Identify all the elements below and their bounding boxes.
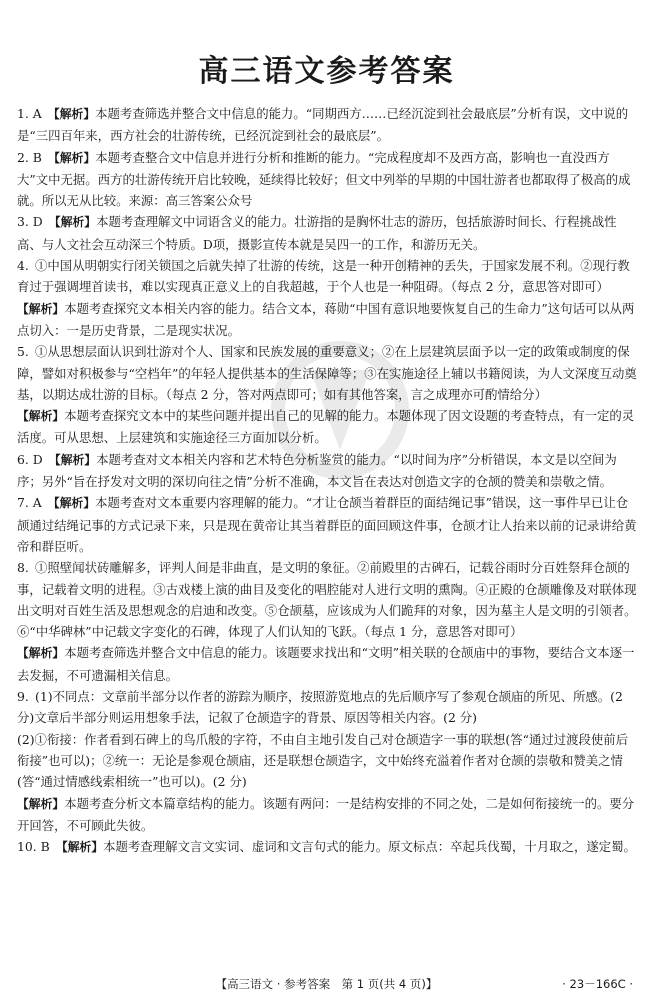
analysis-tag: 【解析】 <box>17 301 65 316</box>
answer-text: 本题考查分析文本篇章结构的能力。该题有两问：一是结构安排的不同之处，二是如何衔接统一的。要分开回答，不可顾此失彼。 <box>17 795 635 833</box>
question-number: 1. A <box>17 106 42 121</box>
analysis-tag: 【解析】 <box>47 107 96 121</box>
answer-text: (1)不同点：文章前半部分以作者的游踪为顺序，按照游览地点的先后顺序写了参观仓颉庙的所见、所感。(2 分)文章后半部分则运用想象手法，记叙了仓颉造字的背景、原因等相关内容。(2 分) <box>17 689 623 726</box>
answer-paragraph <box>17 255 639 298</box>
question-number: 4. <box>17 258 29 274</box>
answer-text: (2)①衔接：作者看到石碑上的鸟爪般的字符，不由自主地引发自己对仓颉造字一事的联想(答“通过过渡段使前后衔接”也可以)；②统一：无论是参观仓颉庙，还是联想仓颉造字，文中始终充溢着作者对仓颉的崇敬和赞美之情(答“通过情感线索相统一”也可以)。(2 分) <box>17 731 629 790</box>
answer-paragraph <box>17 103 639 147</box>
answer-paragraph <box>17 836 639 858</box>
answer-text: 本题考查对文本相关内容和艺术特色分析鉴赏的能力。“以时间为序”分析错误，本文是以空间为序；另外“旨在抒发对文明的深切向往之情”分析不准确，本文旨在表达对创造文字的仓颉的赞美和崇敬之情。 <box>17 451 617 490</box>
analysis-tag: 【解析】 <box>17 646 65 661</box>
page-footer <box>0 972 653 996</box>
analysis-tag: 【解析】 <box>48 452 97 467</box>
answer-paragraph <box>17 793 639 837</box>
answer-text: ①从思想层面认识到壮游对个人、国家和民族发展的重要意义；②在上层建筑层面予以一定的政策或制度的保障，譬如对积极参与“空档年”的年轻人提供基本的生活保障等；③在实施途径上辅以书籍阅读，为人文深度互动奠基，以期达成壮游的目标。（每点 2 分，答对两点即可；如有其他答案，言之成理亦可酌情给分） <box>17 344 637 402</box>
answer-text: 本题考查对文本重要内容理解的能力。“才让仓颉当着群臣的面结绳记事”错误，这一事件早已让仓颉通过结绳记事的方式记录下来，只是现在黄帝让其当着群臣的面回顾这件事，仓颉才让人抬来以前的记录讲给黄帝和群臣听。 <box>17 495 637 554</box>
answer-paragraph <box>17 211 639 255</box>
answer-paragraph <box>17 729 639 793</box>
answer-text: 本题考查整合文中信息并进行分析和推断的能力。“完成程度却不及西方高，影响也一直没西方大”文中无据。西方的壮游传统开启比较晚，延续得比较好；但文中列举的早期的中国壮游者也都取得了极高的成就。所以无从比较。来源：高三答案公众号 <box>17 149 631 209</box>
analysis-tag: 【解析】 <box>17 796 65 811</box>
answer-paragraph <box>17 298 639 342</box>
analysis-tag: 【解析】 <box>55 840 104 855</box>
page-title: 高三语文参考答案 <box>198 54 455 89</box>
question-number: 3. D <box>17 214 43 230</box>
question-number: 5. <box>17 344 29 360</box>
answer-text: 本题考查探究文本中的某些问题并提出自己的见解的能力。本题体现了因文设题的考查特点，有一定的灵活度。可从思想、上层建筑和实施途径三方面加以分析。 <box>17 408 635 446</box>
analysis-tag: 【解析】 <box>47 496 96 511</box>
answer-paragraph <box>17 642 639 686</box>
answer-paragraph <box>17 686 639 729</box>
question-number: 6. D <box>17 451 43 467</box>
analysis-tag: 【解析】 <box>17 409 65 424</box>
answer-paragraph <box>17 147 639 212</box>
answer-paragraph <box>17 492 639 557</box>
answer-text: 本题考查理解文言文实词、虚词和文言句式的能力。原文标点：卒起兵伐蜀，十月取之，遂定蜀。 <box>103 839 636 855</box>
answer-paragraph <box>17 557 639 642</box>
analysis-tag: 【解析】 <box>48 150 96 165</box>
question-number: 10. B <box>17 839 50 855</box>
answer-text: ①中国从明朝实行闭关锁国之后就失掉了壮游的传统，这是一种开创精神的丢失，于国家发展不利。②现行教育过于强调埋首读书，难以实现真正意义上的自我超越，于个人也是一种阻碍。（每点 2 分，意思答对即可） <box>17 258 630 295</box>
question-number: 7. A <box>17 495 42 511</box>
answer-text: 本题考查筛选并整合文中信息的能力。“同期西方……已经沉淀到社会最底层”分析有误，文中说的是“三四百年来，西方社会的壮游传统，已经沉淀到社会的最底层”。 <box>17 106 629 144</box>
answer-content <box>17 103 639 858</box>
analysis-tag: 【解析】 <box>48 215 97 230</box>
question-number: 8. <box>17 560 29 576</box>
answer-text: 本题考查探究文本相关内容的能力。结合文本，蒋勋“中国有意识地要恢复自己的生命力”这句话可以从两点切入：一是历史背景，二是现实状况。 <box>17 300 635 338</box>
question-number: 9. <box>17 689 29 705</box>
answer-text: 本题考查理解文中词语含义的能力。壮游指的是胸怀壮志的游历，包括旅游时间长、行程挑战性高、与人文社会互动深三个特质。D项，摄影宣传本就是吴四一的工作，和游历无关。 <box>17 214 617 252</box>
footer-page-info: 【高三语文 · 参考答案 第 1 页(共 4 页)】 <box>215 977 438 991</box>
answer-text: ①照壁闻状砖雕解多，评判人间是非曲直，是文明的象征。②前殿里的古碑石，记载谷雨时分百姓祭拜仓颉的事，记载着文明的进程。③古戏楼上演的曲目及变化的唱腔能对人进行文明的熏陶。④正殿的仓颉雕像及对联体现出文明对百姓生活及思想观念的启迪和改变。⑤仓颉墓，应该成为人们跪拜的对象，因为墓主人是文明的引领者。⑥“中华碑林”中记载文字变化的石碑，体现了人们认知的飞跃。（每点 1 分，意思答对即可） <box>17 560 637 640</box>
footer-code: · 23－166C · <box>562 977 633 991</box>
answer-paragraph <box>17 341 639 405</box>
answer-paragraph <box>17 405 639 449</box>
question-number: 2. B <box>17 149 42 165</box>
answer-text: 本题考查筛选并整合文中信息的能力。该题要求找出和“文明”相关联的仓颉庙中的事物，要结合文本逐一去发掘，不可遗漏相关信息。 <box>17 645 635 683</box>
answer-paragraph <box>17 449 639 493</box>
